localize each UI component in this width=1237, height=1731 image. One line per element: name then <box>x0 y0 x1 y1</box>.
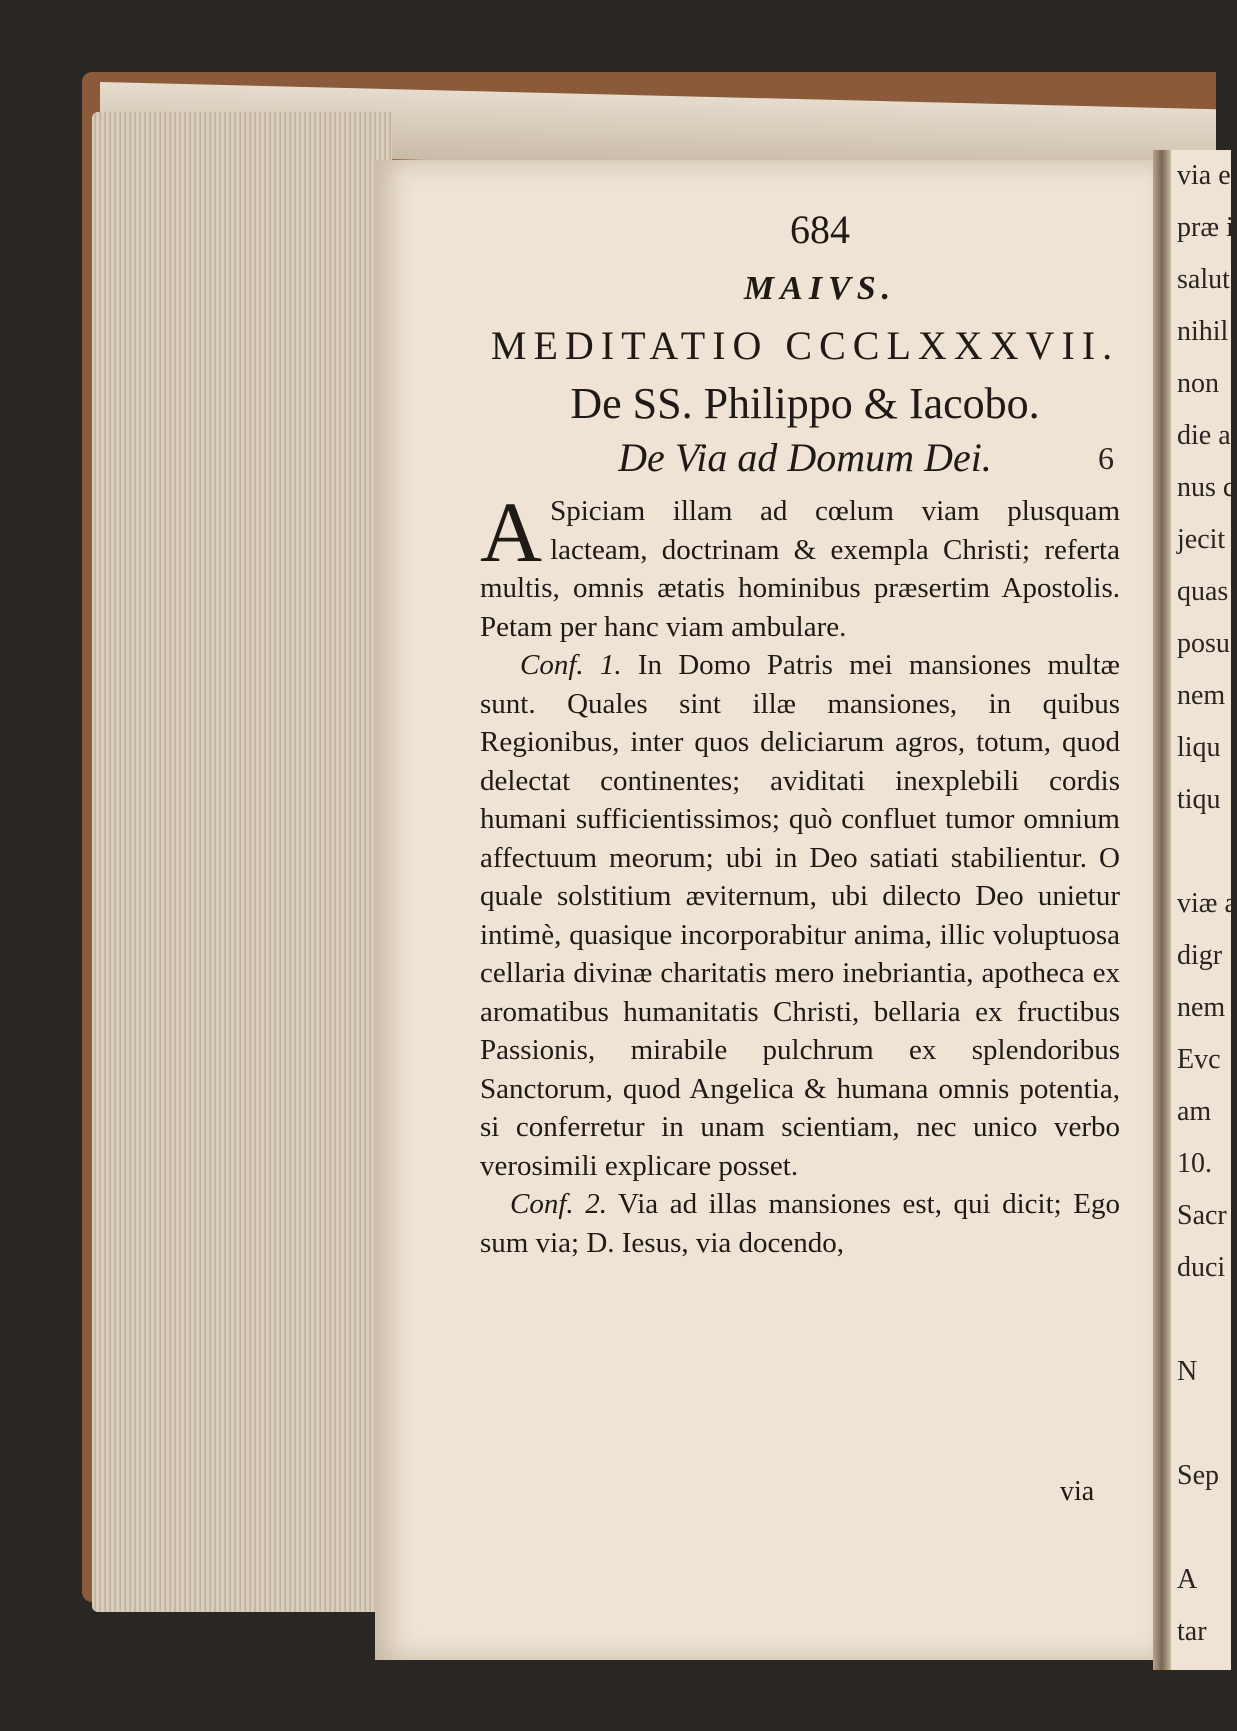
right-page-line: Evc <box>1177 1044 1221 1075</box>
right-page-line <box>1171 1502 1231 1554</box>
right-page-line: die a <box>1177 420 1231 451</box>
consideration-2 <box>480 1185 1120 1262</box>
right-page <box>1171 150 1237 1670</box>
right-page-line: tar <box>1177 1616 1207 1647</box>
meditation-title: MEDITATIO CCCLXXXVII. <box>490 323 1120 368</box>
right-page-line <box>1171 1398 1231 1450</box>
right-page-line: viæ a <box>1177 888 1237 919</box>
right-page-line: quas <box>1177 576 1229 607</box>
book-gutter <box>1153 150 1171 1670</box>
consideration-2-text: Via ad illas mansiones est, qui dicit; Ego sum via; D. Iesus, via docendo, <box>480 1188 1120 1259</box>
month-heading: MAIVS. <box>743 270 897 307</box>
right-page-line: nihil <box>1177 316 1229 347</box>
intro-paragraph <box>480 484 1120 646</box>
consideration-1 <box>480 646 1120 1185</box>
right-page-line: liqu <box>1177 732 1221 763</box>
right-page-line: via e <box>1177 160 1231 191</box>
right-page-line: 10. <box>1177 1148 1212 1179</box>
consideration-1-text: In Domo Patris mei mansiones multæ sunt. Quales sint illæ mansiones, in quibus Regionibus, inter quos deliciarum agros, totum, quod delectat continentes; aviditati inexplebili cordis humani sufficientissimos; quò confluet tumor omnium affectuum meorum; ubi in Deo satiati stabilientur. O quale solstitium æviternum, ubi dilecto Deo unietur intimè, quasique incorporabitur anima, illic voluptuosa cellaria divinæ charitatis mero inebriantia, apotheca ex aromatibus humanitatis Christi, bellaria ex fructibus Passionis, mirabile pulchrum ex splendoribus Sanctorum, quod Angelica & humana omnis potentia, si conferretur in unam scientiam, nec unico verbo verosimili explicare posset. <box>480 649 1120 1182</box>
right-page-line: salut <box>1177 264 1230 295</box>
right-page-line: am <box>1177 1096 1212 1127</box>
consideration-1-label: Conf. 1. <box>520 649 622 681</box>
right-page-line: posu <box>1177 628 1230 659</box>
right-page-line: nem <box>1177 680 1226 711</box>
drop-cap: A <box>480 484 543 580</box>
intro-text: Spiciam illam ad cœlum viam plusquam lacteam, doctrinam & exempla Christi; referta multis, omnis ætatis hominibus præsertim Apostolis. Petam per hanc viam ambulare. <box>480 495 1120 643</box>
right-page-line: Sep <box>1177 1460 1219 1491</box>
right-page-line: A <box>1177 1564 1198 1595</box>
right-page-line: nus c <box>1177 472 1236 503</box>
right-page-line: N <box>1177 1356 1198 1387</box>
consideration-2-label: Conf. 2. <box>510 1188 607 1220</box>
topic-title: De Via ad Domum Dei. <box>618 435 992 480</box>
right-page-line: nem <box>1177 992 1226 1023</box>
right-page-line: digr <box>1177 940 1223 971</box>
right-page-line: præ i <box>1177 212 1234 243</box>
page-edges <box>92 112 392 1612</box>
right-page-line <box>1171 826 1231 878</box>
right-page-line: Sacr <box>1177 1200 1227 1231</box>
body-text <box>480 484 1120 1262</box>
right-page-line: jecit <box>1177 524 1226 555</box>
page-number: 684 <box>790 207 850 252</box>
feast-title: De SS. Philippo & Iacobo. <box>570 379 1040 428</box>
right-page-line: tiqu <box>1177 784 1221 815</box>
catchword: via <box>1060 1476 1095 1507</box>
right-page-line: duci <box>1177 1252 1226 1283</box>
margin-marker: 6 <box>1098 440 1114 476</box>
right-page-text <box>1171 150 1237 1658</box>
right-page-line <box>1171 1294 1231 1346</box>
right-page-line: non <box>1177 368 1219 399</box>
